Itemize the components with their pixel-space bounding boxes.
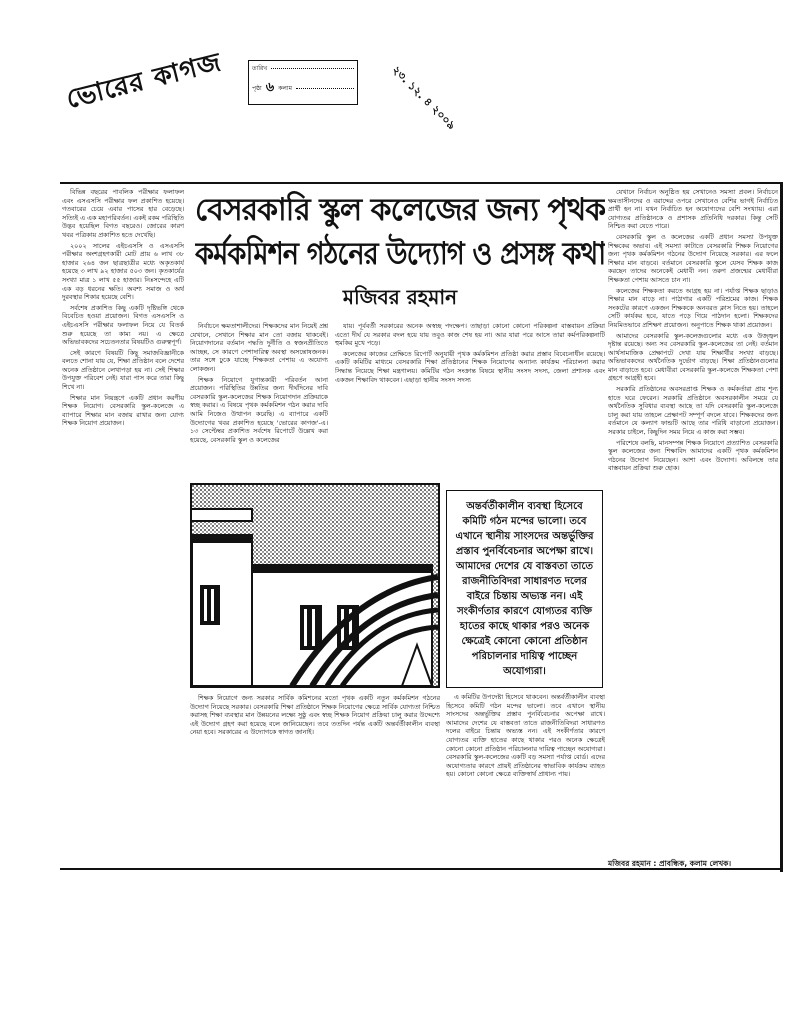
paragraph: শিক্ষক নিয়োগে যুগান্তকারী পরিবর্তন আনা প্রয়োজন। পরিস্থিতির উন্নতির জন্য দীর্ঘদিনের দাবি বেসরকারি স্কুল-কলেজের শিক্ষক নিয়োগদান প্রক্রিয়াকে স্বচ্ছ করার। এ বিষয়ে পৃথক কর্মকমিশন গঠন করার দাবি আমি নিজেও উত্থাপন করেছি। এ ব্যাপারে একটি উদ্যোগের খবর প্রকাশিত হয়েছে 'ভোরের কাগজ'-এ। ১৩ সেপ্টেম্বর প্রকাশিত সর্বশেষ রিপোর্টে উল্লেখ করা হয়েছে, বেসরকারি স্কুল ও কলেজের (190, 375, 328, 444)
paragraph: সেই কারণে বিষয়টি কিছু সমাজবিজ্ঞানীকে বলতে শোনা যায় যে, শিক্ষা প্রতিষ্ঠান বলে দেশের অনেক প্রতিষ্ঠানে লেখাপড়া হয় না। সেই শিক্ষার উপযুক্ত পরিবেশ নেই। যারা পাস করে তারা কিছু শিখে না। (62, 348, 184, 392)
headline-line-1: বেসরকারি স্কুল কলেজের জন্য পৃথক (195, 192, 605, 228)
paragraph: ২০০২ সালের এইচএসসি ও এসএসসি পরীক্ষার অংশগ্রহণকারী মোট প্রায় ৬ লাখ ৩৮ হাজার ২৬৪ জন ছাত্রছাত্রীর মধ্যে অকৃতকার্য হয়েছে ৩ লাখ ৯২ হাজার ৫০৩ জন। কৃতকার্যের সংখ্যা মাত্র ১ লাখ ৫৫ হাজার। নিঃসন্দেহে এটি এক বড় ধরনের ক্ষতি। অবশ্য সমাজ ও অর্থ দুরবস্থার শিকার হয়েছে বেশি। (62, 241, 184, 302)
paragraph: যায়। পূর্ববর্তী সরকারের অনেক অস্বচ্ছ পদক্ষেপ। তাছাড়া কোনো কোনো পরিকল্পনা বাস্তবায়ন প্রক্রিয়া এতো দীর্ঘ যে সরকার বদল হয়ে যায় তবুও কাজ শেষ হয় না। আর যারা পরে আসে তারা কর্মপরিকল্পনাটি হুমকির মুখে পড়ে। (335, 322, 605, 348)
paragraph: আমাদের বেসরকারি স্কুল-কলেজগুলোর মধ্যে এক উজ্জ্বল দৃষ্টান্ত রয়েছে। অন্য সব বেসরকারি স্কুল-কলেজের তা নেই। বর্তমান আর্থসামাজিক প্রেক্ষাপটে দেখা যায় শিক্ষার্থীর সংখ্যা বাড়ছে। অভিভাবকদের অর্থনৈতিক দুর্ভোগ বাড়ছে। শিক্ষা প্রতিষ্ঠানগুলোর মান বাড়াতে হবে। মেধাবীরা বেসরকারি স্কুল-কলেজে শিক্ষকতা পেশা গ্রহণে আগ্রহী হবে। (608, 331, 778, 383)
building-illustration (190, 483, 440, 688)
stamp-date-label: তারিখ (252, 65, 268, 72)
right-column (608, 188, 778, 856)
paragraph: বেসরকারি স্কুল ও কলেজের একটি প্রধান সমস্যা উপযুক্ত শিক্ষকের অভাব। এই সমস্যা কাটাতে বেসরকারি শিক্ষক নিয়োগের জন্য পৃথক কর্মকমিশন গঠনের উদ্যোগ নিয়েছে সরকার। এর ফলে শিক্ষার মান বাড়বে। বর্তমানে বেসরকারি স্কুলে যেসব শিক্ষক কাজ করছেন তাদের অনেকেই মেধাবী নন। তরুণ প্রজন্মের মেধাবীরা শিক্ষকতা পেশায় আসতে চান না। (608, 232, 778, 284)
top-rule (60, 182, 782, 184)
headline-line-2: কর্মকমিশন গঠনের উদ্যোগ ও প্রসঙ্গ কথা (195, 236, 605, 272)
paragraph: সরকারি প্রতিষ্ঠানের অবসরপ্রাপ্ত শিক্ষক ও কর্মকর্তারা প্রায় শূন্য হাতে ঘরে ফেরেন। সরকারি প্রতিষ্ঠানে অবসরকালীন সময়ে যে অর্থনৈতিক সুবিধার ব্যবস্থা আছে তা যদি বেসরকারি স্কুল-কলেজে চালু করা যায় তাহলে প্রেক্ষাপট সম্পূর্ণ বদলে যাবে। শিক্ষকদের জন্য বর্তমানে যে কল্যাণ ফান্ডটি আছে তার পরিধি বাড়ানো প্রয়োজন। সরকার চাইলে, কিছুদিন সময় নিয়ে এ কাজ করা সম্ভব। (608, 385, 778, 437)
paragraph: শিক্ষক নিয়োগে জন্য সরকার সার্বিক কমিশনের মতো পৃথক একটি নতুন কর্মকমিশন গঠনের উদ্যোগ নিয়েছে সরকার। বেসরকারি শিক্ষা প্রতিষ্ঠানে শিক্ষক নিয়োগের ক্ষেত্রে সার্বিক যোগ্যতা নিশ্চিত করাসহ শিক্ষা ব্যবস্থার মান উন্নয়নের লক্ষ্যে সুষ্ঠু এবং স্বচ্ছ শিক্ষক নিয়োগ প্রক্রিয়া চালু করার উদ্দেশ্যে এই উদ্যোগ গ্রহণ করা হয়েছে বলে জানিয়েছেন। তবে ততদিন পর্যন্ত একটি অন্তর্বর্তীকালীন ব্যবস্থা নেয়া হবে। সরকারের এ উদ্যোগকে স্বাগত জানাই। (190, 694, 440, 737)
quote-and-lower-middle (446, 490, 605, 866)
lower-left-column (190, 694, 440, 866)
pull-quote: অন্তর্বর্তীকালীন ব্যবস্থা হিসেবে কমিটি গঠন মন্দের ভালো। তবে এখানে স্থানীয় সাংসদের অন্তর্ভুক্তির প্রস্তাব পুনর্বিবেচনার অপেক্ষা রাখে। আমাদের দেশের যে বাস্তবতা তাতে রাজনীতিবিদরা সাধারণত দলের বাইরে চিন্তায় অভ্যস্ত নন। এই সংকীর্ণতার কারণে যোগ্যতর ব্যক্তি হাতের কাছে থাকার পরও অনেক ক্ষেত্রেই কোনো কোনো প্রতিষ্ঠান পরিচালনার দায়িত্ব পাচ্ছেন অযোগ্যরা। (446, 490, 603, 688)
clipping-stamp (248, 60, 358, 105)
handwritten-date: ২৩. ১২. ৪ ২০০৯ (389, 63, 459, 133)
middle-column-2 (335, 322, 605, 487)
headline-area (195, 188, 605, 318)
right-rule (780, 182, 783, 872)
bottom-rule (60, 868, 782, 870)
stamp-page-label: পৃষ্ঠা (252, 85, 262, 92)
paragraph: বিভিন্ন বছরের পাবলিক পরীক্ষার ফলাফল এবং এসএসসি পরীক্ষার ফল প্রকাশিত হয়েছে। গতবারের চেয়ে এবার পাসের হার বেড়েছে। সত্যিই এ এক মহাপরিবর্তন। একই রকম পরিস্থিতি উদ্ভব হয়েছিল বিগত বছরেও। জোরের কারণ খবর পত্রিকায় প্রকাশিত হতে দেখেছি। (62, 188, 184, 239)
stamp-column-blank (296, 88, 354, 89)
paragraph: শিক্ষার মান নিয়ন্ত্রণে একটি প্রধান করণীয় শিক্ষক নিয়োগ। বেসরকারি স্কুল-কলেজে এ ব্যাপারে শিক্ষার মান বজায় রাখার জন্য যোগ্য শিক্ষক নিয়োগ প্রয়োজন। (62, 393, 184, 428)
lower-middle-column (446, 693, 605, 779)
newspaper-masthead: ভোরের কাগজ (63, 47, 225, 115)
paragraph: পরিশেষে বলছি, মানসম্পন্ন শিক্ষক নিয়োগে প্রত্যাশিত বেসরকারি স্কুল কলেজের জন্য শিক্ষাবিদ আমাদের একটি পৃথক কর্মকমিশন গঠনের উদ্যোগ নিয়েছেন। আশা এবং উদ্যোগ। অবিলম্বে তার বাস্তবায়ন প্রক্রিয়া শুরু হোক। (608, 438, 778, 473)
paragraph: যেখানে নির্বাচন অনুষ্ঠিত হয় সেখানেও সমস্যা প্রবল। নির্বাচনে ক্ষমতাসীনদের ও বরাদ্দের ওপরে সেখানেও বেশির ভাগই নির্বাচিত প্রার্থী হন না। যখন নির্বাচিত হন অযোগ্যদের বেশি সংখ্যায়। এরা যোগ্যতর প্রতিষ্ঠানকে ও প্রশাসক প্রতিনিধি দরকার। কিন্তু সেটি নিশ্চিত করা যেতে পারে। (608, 188, 778, 231)
author-name: মজিবর রহমান (342, 285, 458, 309)
paragraph: এ কমিটির উপদেষ্টা হিসেবে থাকবেন। অন্তর্বর্তীকালীন ব্যবস্থা হিসেবে কমিটি গঠন মন্দের ভালো। তবে এখানে স্থানীয় সাংসদের অন্তর্ভুক্তির প্রস্তাব পুনর্বিবেচনার অপেক্ষা রাখে। আমাদের দেশের যে বাস্তবতা তাতে রাজনীতিবিদরা সাধারণত দলের বাইরে চিন্তায় অভ্যস্ত নন। এই সংকীর্ণতার কারণে যোগ্যতর ব্যক্তি হাতের কাছে থাকার পরও অনেক ক্ষেত্রেই কোনো কোনো প্রতিষ্ঠান পরিচালনার দায়িত্ব পাচ্ছেন অযোগ্যরা। বেসরকারি স্কুল-কলেজের একটি বড় সমস্যা পর্যাপ্ত বোর্ড। এদের অযোগ্যতার কারণে প্রায়ই প্রতিষ্ঠানের স্বাভাবিক কার্যক্রম ব্যাহত হয়। কোনো কোনো ক্ষেত্রে ব্যক্তিস্বার্থ প্রাধান্য পায়। (446, 693, 605, 779)
paragraph: নির্বাচনে ক্ষমতাশালীদের। শিক্ষকদের মান নিয়েই প্রশ্ন যেখানে, সেখানে শিক্ষার মান তো বজায় থাকবেই। নিয়োগদানের বর্তমান পদ্ধতি দুর্নীতি ও স্বজনপ্রীতিতে আচ্ছন্ন, সে কারণে পেশাদারিত্ব অবস্থা অসন্তোষজনক। তার সঙ্গে ঢুকে যাচ্ছে শিক্ষকতা পেশায় এ অযোগ্য লোকজন। (190, 322, 328, 373)
paragraph: কলেজের শিক্ষকতা করতে আগ্রহ হয় না। পর্যাপ্ত শিক্ষক ছাড়াও শিক্ষার মান বাড়ে না। পাঠাগার একটি পরিশ্রমের কাজ। শিক্ষক সংকটের কারণে একজন শিক্ষককে অনবরত ক্লাস নিতে হয়। তাহলে সেটি কার্যকর হবে, যাতে পড়ে গিয়ে পাঠদান হলো। শিক্ষকদের নিয়মিতভাবে প্রশিক্ষণ প্রয়োজন। অনুপাতে শিক্ষক থাকা প্রয়োজন। (608, 286, 778, 329)
stamp-column-label: কলাম (278, 85, 292, 92)
paragraph: সর্বশেষ প্রকাশিত কিছু একটি দৃষ্টিভঙ্গি থেকে বিবেচিত হওয়া প্রয়োজন। বিগত এসএসসি ও এইচএসসি পরীক্ষার ফলাফল নিয়ে যে বিতর্ক শুরু হয়েছে তা কাম্য নয়। এ ক্ষেত্রে অভিভাবকদের সচেতনতার বিষয়টিও গুরুত্বপূর্ণ। (62, 303, 184, 347)
stamp-page-number: ৬ (265, 80, 275, 95)
middle-column-1 (190, 322, 328, 480)
stamp-date-blank (271, 68, 354, 69)
author-byline: মজিবর রহমান : প্রাবন্ধিক, কলাম লেখক। (608, 859, 732, 868)
paragraph: কলেজের কাজের প্রেক্ষিতে রিপোর্ট অনুযায়ী পৃথক কর্মকমিশন প্রতিষ্ঠা করার প্রস্তাব বিবেচনাধীন রয়েছে। একটি কমিটির মাধ্যমে বেসরকারি শিক্ষা প্রতিষ্ঠানের শিক্ষক নিয়োগের অন্যান্য কার্যক্রম পরিচালনা করার সিদ্ধান্ত নিয়েছে শিক্ষা মন্ত্রণালয়। কমিটির গঠন সংক্রান্ত বিষয়ে স্থানীয় সংসদ সদস্য, জেলা প্রশাসক এবং একজন শিক্ষাবিদ থাকবেন। এছাড়া স্থানীয় সংসদ সদস্য (335, 349, 605, 384)
left-column (62, 188, 184, 866)
